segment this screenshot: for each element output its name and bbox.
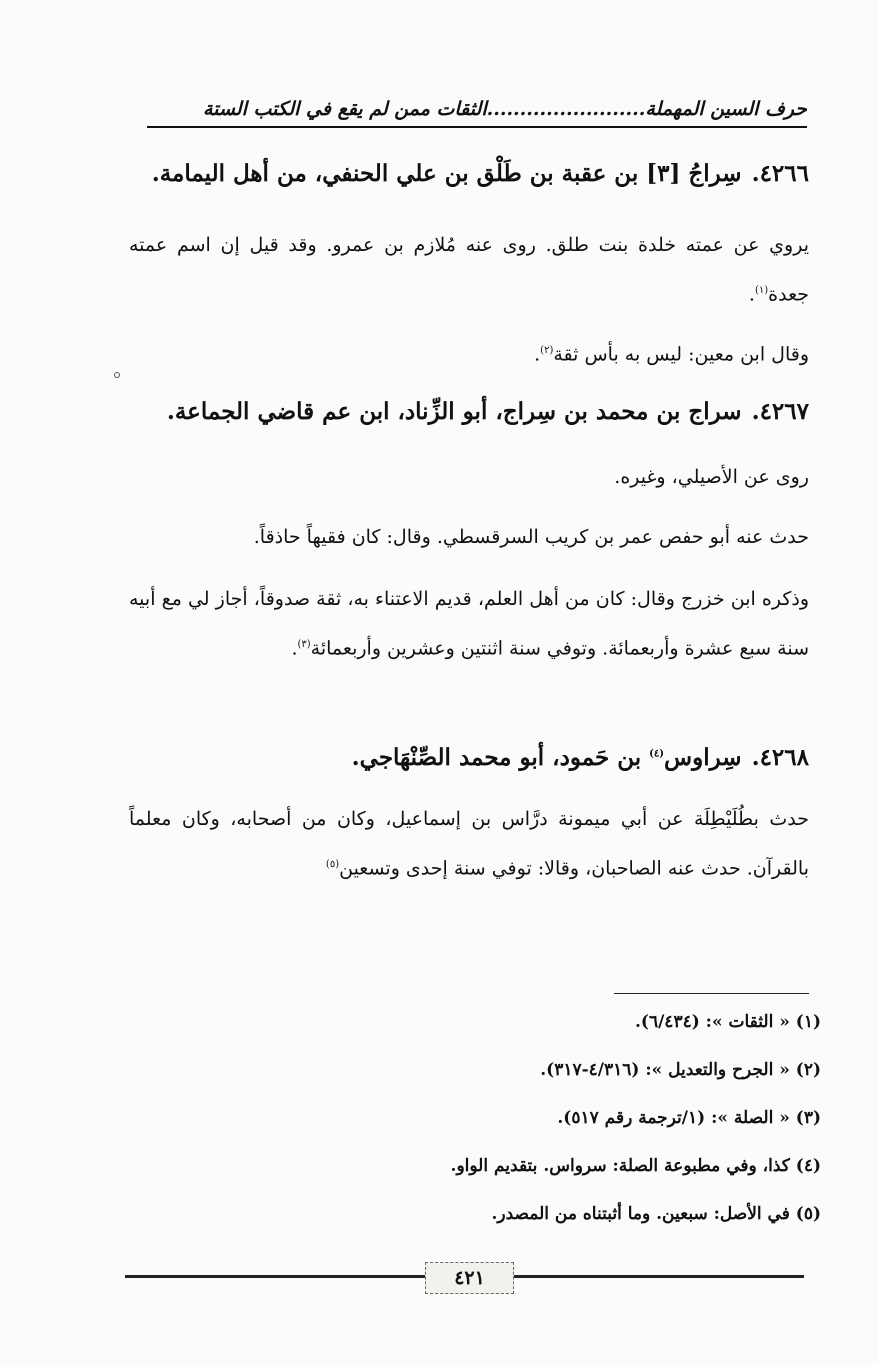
footnote-ref: (١) [754, 285, 769, 296]
entry-number: ٤٢٦٨. [751, 744, 809, 771]
entry-title: سِراجُ [٣] بن عقبة بن طَلْق بن علي الحنفي، من أهل اليمامة. [151, 160, 742, 187]
paragraph-text: روى عن الأصيلي، وغيره. [614, 466, 809, 488]
footnote: (٤) كذا، وفي مطبوعة الصلة: سرواس. بتقديم الواو. [450, 1156, 821, 1176]
footnote-ref: (٥) [325, 859, 340, 870]
footnote-ref: (٢) [540, 345, 554, 356]
entry-title-rest: بن حَمود، أبو محمد الصِّنْهَاجي. [351, 744, 650, 771]
header-dots: ........................ [486, 98, 646, 120]
page-number: ٤٢١ [425, 1262, 514, 1294]
footnote-separator [614, 993, 809, 994]
paragraph-text: وقال ابن معين: ليس به بأس ثقة [553, 343, 809, 366]
entry-paragraph: وقال ابن معين: ليس به بأس ثقة$^{(٢)}$. [534, 343, 809, 366]
entry-number: ٤٢٦٦. [751, 160, 809, 187]
footer-rule-right [512, 1275, 804, 1278]
scan-speck [114, 372, 120, 378]
entry-heading [109, 160, 809, 187]
footnote-ref: (٤) [649, 748, 665, 760]
entry-heading [109, 398, 809, 425]
entry-paragraph [129, 796, 809, 891]
entry-heading [109, 744, 809, 771]
entry-paragraph: يروي عن عمته خلدة بنت طلق. روى عنه مُلازم بن عمرو. وقد قيل إن اسم عمته جعدة$^{(١)}$. [129, 234, 809, 306]
footnote: (٢) « الجرح والتعديل »: (٤/٣١٦-٣١٧). [540, 1060, 821, 1080]
footnote: (١) « الثقات »: (٦/٤٣٤). [635, 1012, 821, 1032]
book-title: الثقات ممن لم يقع في الكتب الستة [202, 98, 487, 120]
entry-paragraph: وذكره ابن خزرج وقال: كان من أهل العلم، قديم الاعتناء به، ثقة صدوقاً، أجاز لي مع أبيه سنة سبع عشرة وأربعمائة. وتوفي سنة اثنتين وعشرين وأربعمائة$^{(٣)}$. [129, 588, 809, 660]
footnote-ref: (٣) [297, 639, 311, 650]
footer-rule-left [125, 1275, 425, 1278]
entry-title-name: سِراوس [664, 744, 742, 771]
entry-paragraph [129, 514, 809, 560]
entry-paragraph [129, 454, 809, 500]
paragraph-text: يروي عن عمته خلدة بنت طلق. روى عنه مُلازم بن عمرو. وقد قيل إن اسم عمته جعدة [129, 234, 809, 306]
footnote: (٣) « الصلة »: (١/ترجمة رقم ٥١٧). [557, 1108, 821, 1128]
chapter-title: حرف السين المهملة [645, 98, 807, 120]
running-header [147, 98, 807, 128]
paragraph-text: وذكره ابن خزرج وقال: كان من أهل العلم، قديم الاعتناء به، ثقة صدوقاً، أجاز لي مع أبيه سنة سبع عشرة وأربعمائة. وتوفي سنة اثنتين وعشرين وأربعمائة [129, 588, 809, 660]
paragraph-text: حدث بطُلَيْطِلَة عن أبي ميمونة درَّاس بن إسماعيل، وكان من أصحابه، وكان معلماً بالقرآن. حدث عنه الصاحبان، وقالا: توفي سنة إحدى وتسعين [129, 808, 809, 880]
footnote: (٥) في الأصل: سبعين. وما أثبتناه من المصدر. [491, 1204, 821, 1224]
entry-number: ٤٢٦٧. [751, 398, 809, 425]
paragraph-text: حدث عنه أبو حفص عمر بن كريب السرقسطي. وقال: كان فقيهاً حاذقاً. [253, 526, 809, 548]
entry-title: سراج بن محمد بن سِراج، أبو الزِّناد، ابن عم قاضي الجماعة. [166, 398, 742, 425]
